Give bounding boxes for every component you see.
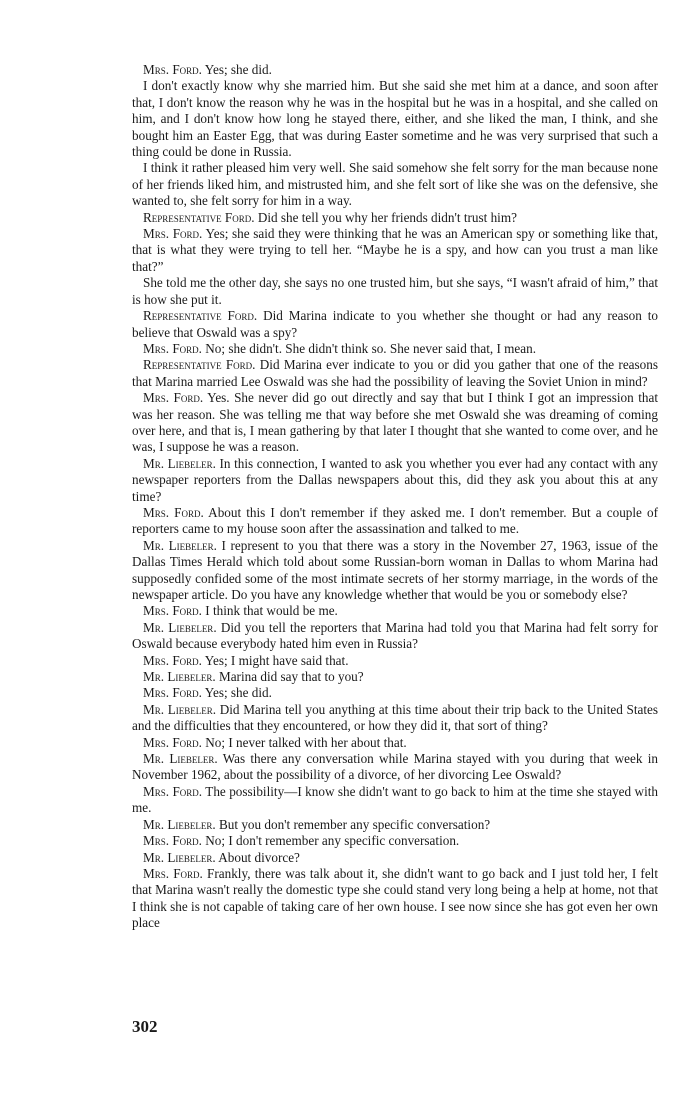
paragraph-text: The possibility—I know she didn't want to go back to him at the time she stayed with me.: [132, 783, 658, 816]
paragraph-text: Did Marina indicate to you whether she thought or had any reason to believe that Oswald was a spy?: [132, 308, 658, 340]
paragraph: [132, 603, 658, 619]
paragraph-text: I don't exactly know why she married him. But she said she met him at a dance, and soon after that, I don't know the reason why he was in the hospital but he was in a hospital, and she called on him, and I don't know how long he stayed there, either, and she liked the man, I think, and she bought him an Easter Egg, that was during Easter sometime and he was very surprised that such a thing could be done in Russia.: [132, 78, 658, 160]
paragraph-text: Frankly, there was talk about it, she didn't want to go back and I just told her, I felt that Marina wasn't really the domestic type she could stand very long being a help at home, not that I think she is not capable of taking care of her own house. I see now since she has got even her own place: [132, 865, 658, 931]
paragraph-text: Did Marina tell you anything at this time about their trip back to the United States and the difficulties that they encountered, or how they did it, that sort of thing?: [132, 701, 658, 734]
paragraph: [132, 669, 658, 685]
transcript-body: [132, 62, 658, 932]
paragraph-text: Did Marina ever indicate to you or did you gather that one of the reasons that Marina married Lee Oswald was she had the possibility of leaving the Soviet Union in mind?: [132, 357, 658, 389]
paragraph-text: Was there any conversation while Marina stayed with you during that week in November 1962, about the possibility of a divorce, of her divorcing Lee Oswald?: [132, 751, 658, 783]
paragraph-text: No; she didn't. She didn't think so. She never said that, I mean.: [201, 340, 536, 356]
paragraph-text: But you don't remember any specific conversation?: [215, 816, 491, 832]
paragraph: [132, 850, 658, 866]
paragraph-text: In this connection, I wanted to ask you whether you ever had any contact with any newspaper reporters from the Dallas newspapers about this, did they ask you about this at any time?: [132, 455, 659, 504]
paragraph: [132, 210, 658, 226]
paragraph-text: Yes; she did.: [201, 62, 272, 77]
speaker-name: Mrs. Ford.: [143, 833, 202, 849]
speaker-name: Representative Ford.: [143, 209, 255, 225]
speaker-name: Mr. Liebeler.: [143, 669, 216, 685]
speaker-name: Representative Ford.: [143, 308, 258, 324]
paragraph-text: I think it rather pleased him very well. She said somehow she felt sorry for the man because none of her friends liked him, and mistrusted him, and she felt sort of like she was on the defensive, she wanted to, she felt sorry for him in a way.: [132, 160, 658, 209]
paragraph: [132, 751, 658, 784]
paragraph-text: I think that would be me.: [201, 603, 338, 619]
paragraph-text: Marina did say that to you?: [215, 669, 364, 685]
paragraph: [132, 341, 658, 357]
speaker-name: Mrs. Ford.: [143, 685, 202, 701]
speaker-name: Mr. Liebeler.: [143, 455, 216, 471]
paragraph: [132, 62, 658, 78]
paragraph: [132, 817, 658, 833]
speaker-name: Mr. Liebeler.: [143, 816, 216, 832]
speaker-name: Mrs. Ford.: [143, 865, 203, 881]
paragraph: [132, 685, 658, 701]
speaker-name: Mr. Liebeler.: [143, 751, 218, 767]
speaker-name: Mr. Liebeler.: [143, 849, 216, 865]
speaker-name: Mrs. Ford.: [143, 734, 202, 750]
paragraph: [132, 735, 658, 751]
paragraph-text: About this I don't remember if they asked me. I don't remember. But a couple of reporters came to my house soon after the assassination and talked to me.: [132, 504, 658, 537]
paragraph: [132, 653, 658, 669]
paragraph-text: Yes; she did.: [201, 685, 272, 701]
paragraph-text: About divorce?: [215, 849, 300, 865]
paragraph-text: Yes; she said they were thinking that he was an American spy or something like that, that is what they were trying to tell her. “Maybe he is a spy, and how can you trust a man like that?”: [132, 226, 658, 274]
paragraph: [132, 160, 658, 209]
paragraph: [132, 390, 658, 456]
speaker-name: Mrs. Ford.: [143, 603, 202, 619]
paragraph: [132, 784, 658, 817]
paragraph-text: Did she tell you why her friends didn't trust him?: [254, 209, 517, 225]
paragraph-text: She told me the other day, she says no one trusted him, but she says, “I wasn't afraid of him,” that is how she put it.: [132, 275, 658, 307]
paragraph: [132, 866, 658, 932]
speaker-name: Mrs. Ford.: [143, 340, 202, 356]
paragraph: [132, 538, 658, 604]
speaker-name: Mrs. Ford.: [143, 504, 204, 520]
paragraph: [132, 833, 658, 849]
speaker-name: Mrs. Ford.: [143, 783, 203, 799]
paragraph: [132, 357, 658, 390]
speaker-name: Mrs. Ford.: [143, 62, 202, 77]
paragraph: [132, 308, 658, 341]
speaker-name: Mrs. Ford.: [143, 226, 203, 242]
page-number: 302: [132, 1017, 158, 1036]
speaker-name: Mrs. Ford.: [143, 652, 202, 668]
paragraph-text: Did you tell the reporters that Marina had told you that Marina had felt sorry for Oswald because everybody hated him even in Russia?: [132, 619, 659, 652]
paragraph: [132, 226, 658, 275]
paragraph: [132, 620, 658, 653]
speaker-name: Mr. Liebeler.: [143, 537, 217, 553]
speaker-name: Mr. Liebeler.: [143, 701, 217, 717]
paragraph-text: No; I don't remember any specific conversation.: [201, 833, 460, 849]
speaker-name: Mrs. Ford.: [143, 390, 204, 406]
paragraph: [132, 702, 658, 735]
paragraph: [132, 78, 658, 160]
paragraph-text: No; I never talked with her about that.: [201, 734, 407, 750]
paragraph: [132, 275, 658, 308]
speaker-name: Mr. Liebeler.: [143, 619, 217, 635]
speaker-name: Representative Ford.: [143, 357, 256, 373]
paragraph-text: Yes; I might have said that.: [201, 652, 349, 668]
paragraph: [132, 456, 658, 505]
paragraph-text: I represent to you that there was a story in the November 27, 1963, issue of the Dallas Times Herald which told about some Russian-born woman in Dallas to whom Marina had supposedly confided some of the most intimate secrets of her stormy marriage, in the words of the newspaper article. Do you have any knowledge whether that would be you or somebody else?: [132, 537, 659, 602]
paragraph: [132, 505, 658, 538]
paragraph-text: Yes. She never did go out directly and say that but I think I got an impression that was her reason. She was telling me that way before she met Oswald she was dreaming of coming over here, and that is, I mean gathering by that later I thought that she wanted to come over, and he was, I suppose he was a reason.: [132, 390, 658, 455]
